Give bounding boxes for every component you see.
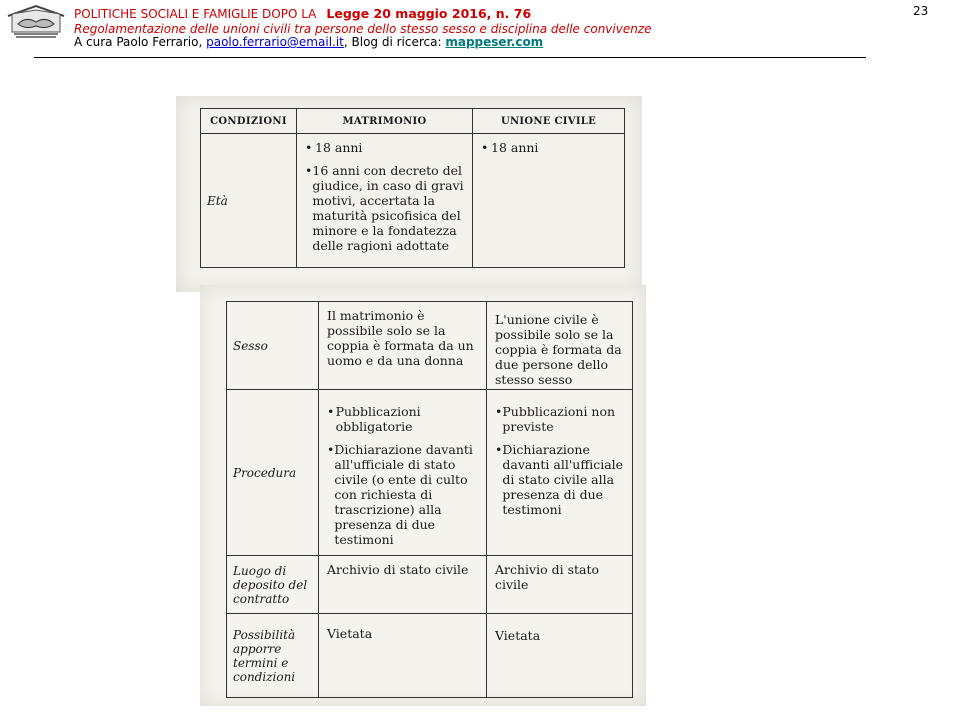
possibilita-unione: Vietata — [487, 614, 633, 698]
header-unione-civile: UNIONE CIVILE — [473, 109, 625, 134]
eta-matrimonio-1: 18 anni — [315, 140, 363, 155]
header-credits — [74, 35, 543, 49]
table-row-procedura — [227, 390, 633, 556]
possibilita-matrimonio: Vietata — [319, 614, 487, 698]
row-label-eta: Età — [201, 134, 297, 268]
header-line-1 — [74, 7, 531, 21]
blog-link[interactable]: mappeser.com — [445, 35, 544, 49]
eta-unione-cell: • 18 anni — [473, 134, 625, 268]
handshake-logo-icon — [6, 2, 66, 40]
procedura-unione-2: Dichiarazione davanti all'ufficiale di stato civile alla presenza di due testimoni — [502, 442, 624, 517]
eta-matrimonio-cell: • 18 anni • 16 anni con decreto del giudice, in caso di gravi motivi, accertata la maturità psicofisica del minore e la fondatezza delle ragioni adottate — [297, 134, 473, 268]
email-link[interactable]: paolo.ferrario@email.it — [206, 35, 344, 49]
page-number: 23 — [913, 4, 929, 18]
header-matrimonio: MATRIMONIO — [297, 109, 473, 134]
procedura-matrimonio-2: Dichiarazione davanti all'ufficiale di stato civile (o ente di culto con richiesta di trascrizione) alla presenza di due testimoni — [334, 442, 473, 547]
procedura-unione-cell: • Pubblicazioni non previste • Dichiarazione davanti all'ufficiale di stato civile alla presenza di due testimoni — [487, 390, 633, 556]
table-row-eta — [201, 134, 625, 268]
sesso-unione: L'unione civile è possibile solo se la coppia è formata da due persone dello stesso sesso — [487, 302, 633, 390]
table-row-sesso — [227, 302, 633, 390]
header-divider — [34, 57, 866, 58]
conditions-table-age — [200, 108, 625, 268]
header-law-title: Legge 20 maggio 2016, n. 76 — [326, 6, 532, 21]
conditions-table-main — [226, 301, 633, 698]
luogo-matrimonio: Archivio di stato civile — [319, 556, 487, 614]
procedura-matrimonio-1: Pubblicazioni obbligatorie — [335, 404, 421, 434]
table-row-possibilita — [227, 614, 633, 698]
eta-unione-1: 18 anni — [491, 140, 539, 155]
table-header-row — [201, 109, 625, 134]
luogo-unione: Archivio di stato civile — [487, 556, 633, 614]
table-row-luogo — [227, 556, 633, 614]
row-label-sesso: Sesso — [227, 302, 319, 390]
header-subtitle: Regolamentazione delle unioni civili tra persone dello stesso sesso e disciplina delle convivenze — [74, 22, 652, 36]
row-label-procedura: Procedura — [227, 390, 319, 556]
scanned-table-page-2 — [200, 285, 646, 706]
procedura-matrimonio-cell: • Pubblicazioni obbligatorie • Dichiarazione davanti all'ufficiale di stato civile (o ente di culto con richiesta di trascrizione) alla presenza di due testimoni — [319, 390, 487, 556]
credits-blog-label: , Blog di ricerca: — [343, 35, 442, 49]
header-series-title: POLITICHE SOCIALI E FAMIGLIE DOPO LA — [74, 7, 317, 21]
header-condizioni: CONDIZIONI — [201, 109, 297, 134]
sesso-matrimonio: Il matrimonio è possibile solo se la coppia è formata da un uomo e da una donna — [319, 302, 487, 390]
procedura-unione-1: Pubblicazioni non previste — [502, 404, 616, 434]
row-label-luogo: Luogo di deposito del contratto — [227, 556, 319, 614]
credits-author: A cura Paolo Ferrario, — [74, 35, 203, 49]
scanned-table-page-1 — [176, 96, 642, 292]
eta-matrimonio-2: 16 anni con decreto del giudice, in caso di gravi motivi, accertata la maturità psicofisica del minore e la fondatezza delle ragioni adottate — [312, 163, 464, 253]
row-label-possibilita: Possibilità apporre termini e condizioni — [227, 614, 319, 698]
